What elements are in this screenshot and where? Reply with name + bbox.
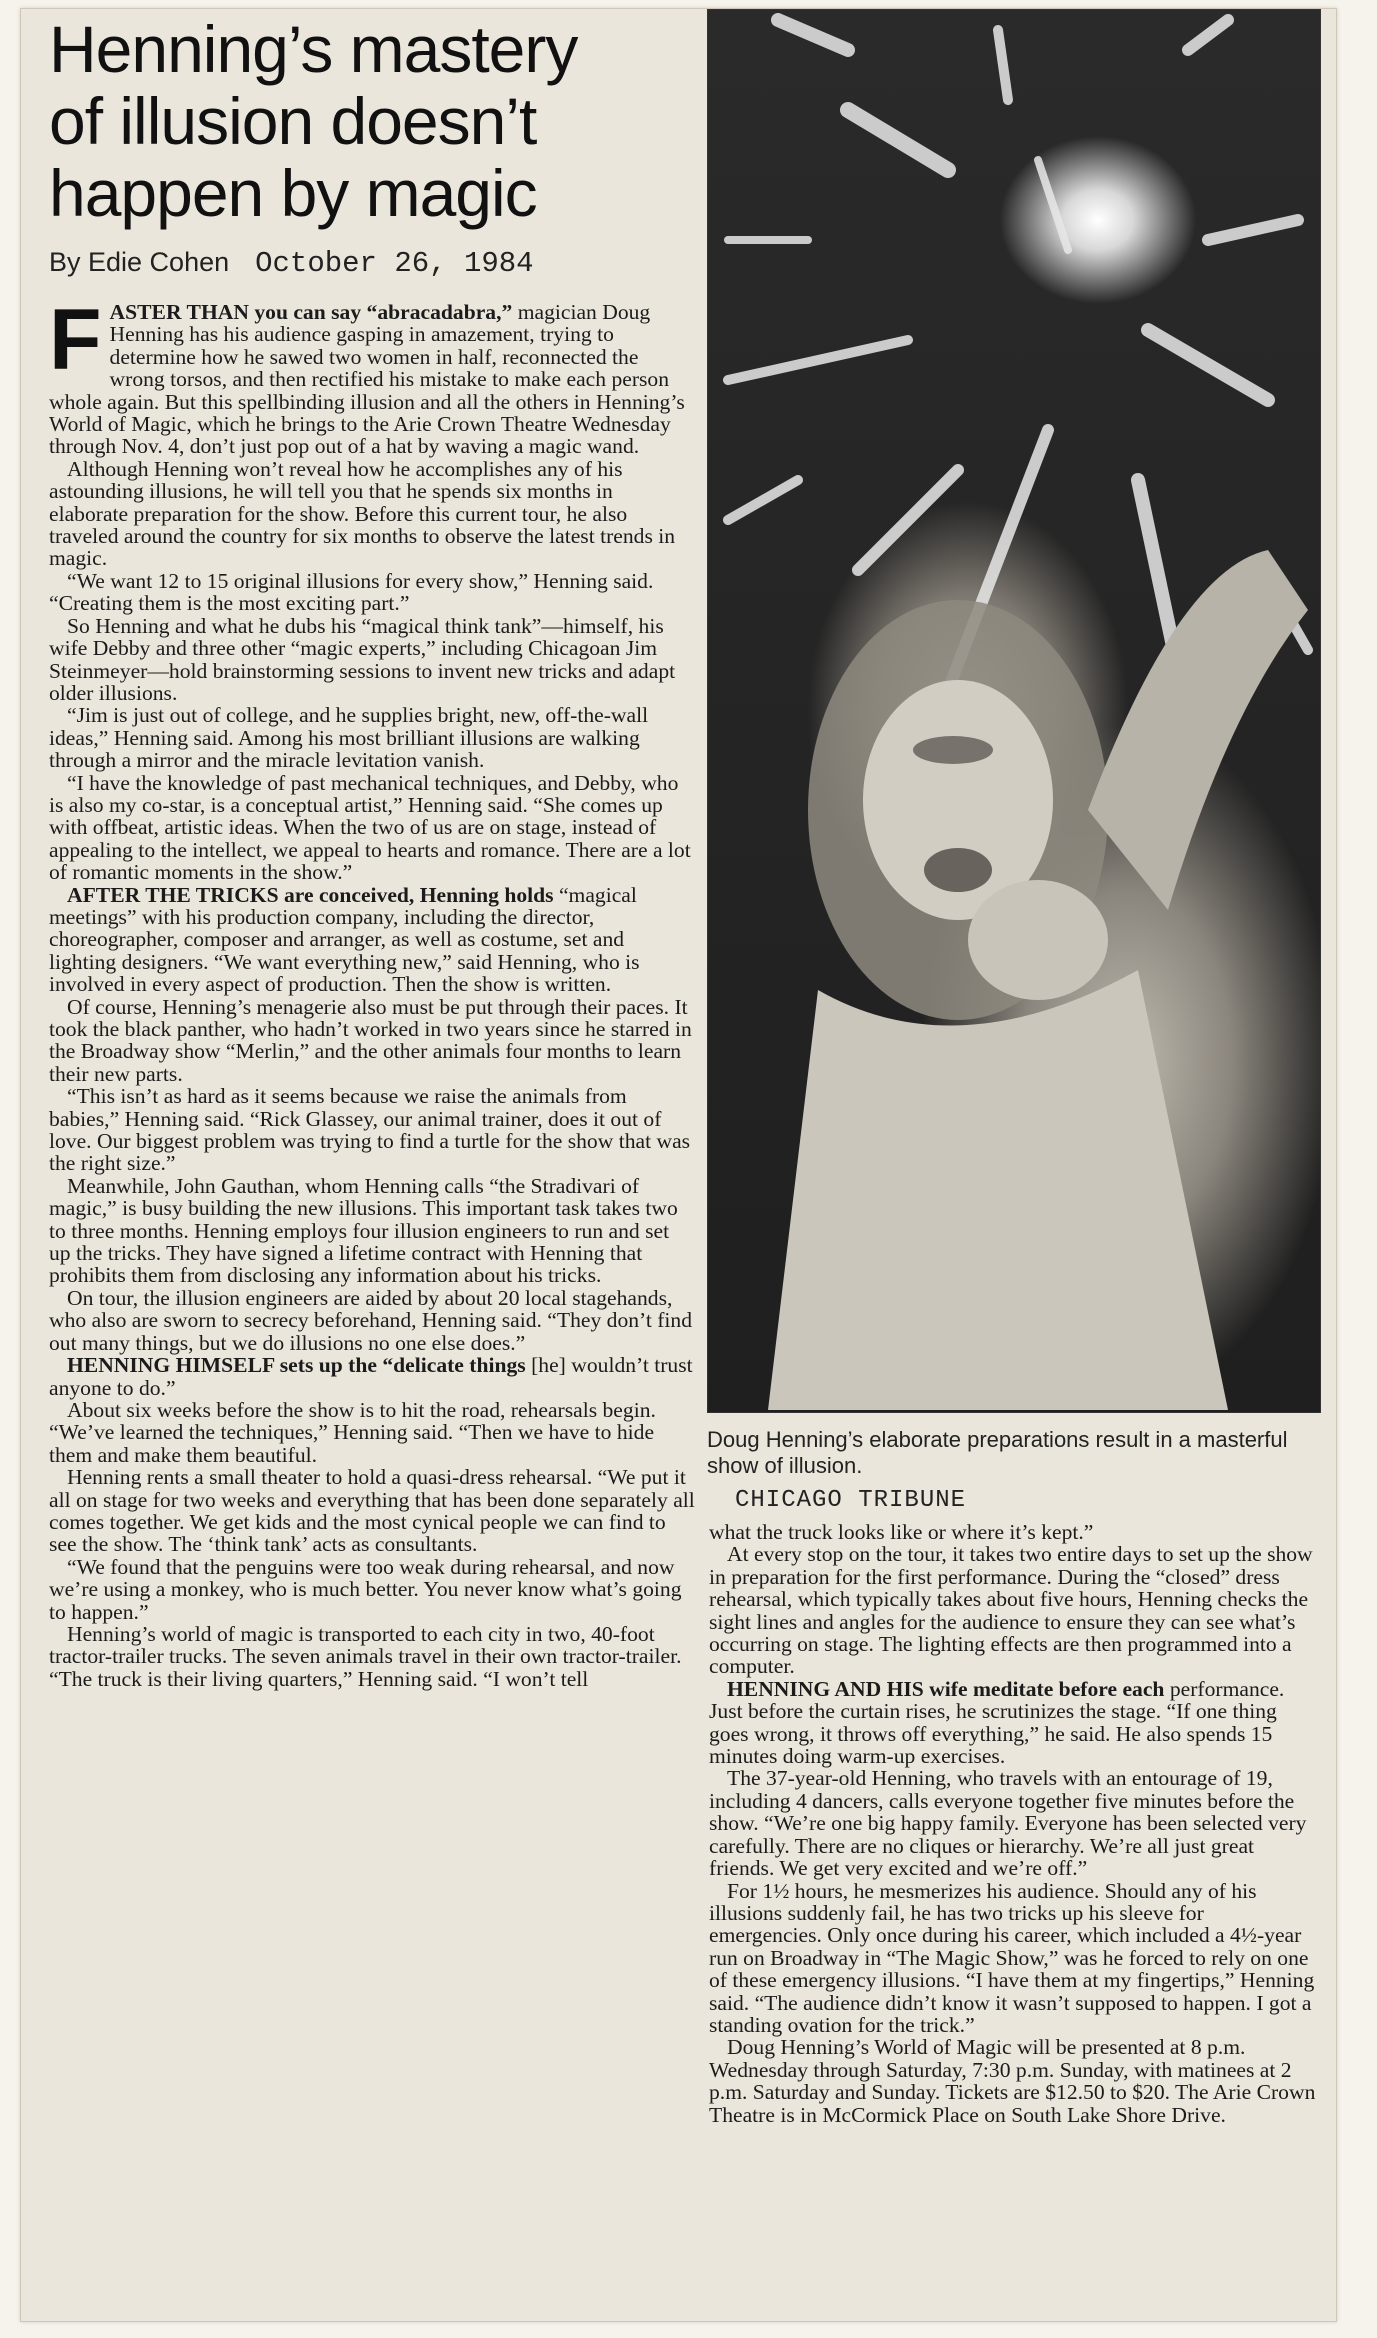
paragraph-text: Henning rents a small theater to hold a quasi-dress rehearsal. “We put it all on stage for two weeks and everything that has been done separately all comes together. We get kids and the most cynical people we can find to see the show. The ‘think tank’ acts as consultants. — [49, 1465, 695, 1557]
drop-cap: F — [49, 292, 102, 388]
photo-credit: CHICAGO TRIBUNE — [735, 1487, 967, 1514]
paragraph-text: “We want 12 to 15 original illusions for every show,” Henning said. “Creating them is the most exciting part.” — [49, 568, 654, 616]
lead-text: magician Doug Henning has his audience gasping in amazement, trying to determine how he sawed two women in half, reconnected the wrong torsos, and then rectified his mistake to make each person whole again. But this spellbinding illusion and all the others in Henning’s World of Magic, which he brings to the Arie Crown Theatre Wednesday through Nov. 4, don’t just pop out of a hat by waving a magic wand. — [49, 300, 685, 459]
paragraph-text: For 1½ hours, he mesmerizes his audience. Should any of his illusions suddenly fail, he has two tricks up his sleeve for emergencies. Only once during his career, which included a 4½-year run on Broadway in “The Magic Show,” was he forced to rely on one of these emergency illusions. “I have them at my fingertips,” Henning said. “The audience didn’t know it wasn’t supposed to happen. I got a standing ovation for the trick.” — [709, 1878, 1315, 2037]
right-paragraph — [709, 1678, 1317, 1768]
lead-paragraph — [49, 292, 695, 459]
left-paragraph — [49, 996, 695, 1086]
paragraph-text: “We found that the penguins were too weak during rehearsal, and now we’re using a monkey, who is much better. You never know what’s going to happen.” — [49, 1554, 682, 1624]
left-column — [49, 9, 695, 2309]
performer-figure — [768, 550, 1308, 1410]
right-column — [707, 9, 1323, 2309]
subhead-lead: AFTER THE TRICKS are conceived, Henning holds — [67, 882, 554, 907]
paragraph-text: [he] wouldn’t trust anyone to do.” — [49, 1353, 693, 1400]
paragraph-text: “I have the knowledge of past mechanical techniques, and Debby, who is also my co-star, is a conceptual artist,” Henning said. “She comes up with offbeat, artistic ideas. When the two of us are on stage, instead of appealing to the intellect, we appeal to hearts and romance. There are a lot of romantic moments in the show.” — [49, 770, 691, 885]
paragraph-text: At every stop on the tour, it takes two entire days to set up the show in preparation for the first performance. During the “closed” dress rehearsal, which typically takes about five hours, Henning checks the sight lines and angles for the audience to ensure they can see what’s occurring on stage. The lighting effects are then programmed into a computer. — [709, 1542, 1313, 1679]
paragraph-text: On tour, the illusion engineers are aided by about 20 local stagehands, who also are sworn to secrecy beforehand, Henning said. “They don’t find out many things, but we do illusions no one else does.” — [49, 1285, 693, 1355]
paragraph-text: Henning’s world of magic is transported to each city in two, 40-foot tractor-trailer trucks. The seven animals travel in their own tractor-trailer. “The truck is their living quarters,” Henning said. “I won’t tell — [49, 1621, 682, 1691]
newspaper-clipping — [20, 8, 1337, 2322]
left-paragraph — [49, 1466, 695, 1556]
left-paragraph — [49, 1085, 695, 1175]
headline-line-2: of illusion doesn’t — [49, 84, 537, 158]
light-streaks-graphic — [708, 10, 1320, 1412]
left-paragraph — [49, 1354, 695, 1399]
left-paragraph — [49, 458, 695, 570]
headline-line-1: Henning’s mastery — [49, 12, 578, 86]
paragraph-text: “Jim is just out of college, and he supplies bright, new, off-the-wall ideas,” Henning said. Among his most brilliant illusions are walking through a mirror and the miracle levitation vanish. — [49, 703, 649, 773]
right-paragraph — [709, 1880, 1317, 2037]
photo-caption: Doug Henning’s elaborate preparations result in a masterful show of illusion. — [707, 1427, 1288, 1478]
left-paragraph — [49, 1623, 695, 1690]
article-body-right — [709, 1521, 1317, 2126]
left-paragraph — [49, 1175, 695, 1287]
paragraph-text: performance. Just before the curtain rises, he scrutinizes the stage. “If one thing goes wrong, it throws off everything,” he said. He also spends 15 minutes doing warm-up exercises. — [709, 1676, 1285, 1769]
paragraph-text: Doug Henning’s World of Magic will be presented at 8 p.m. Wednesday through Saturday, 7:30 p.m. Sunday, with matinees at 2 p.m. Saturday and Sunday. Tickets are $12.50 to $20. The Arie Crown Theatre is in McCormick Place on South Lake Shore Drive. — [709, 2035, 1316, 2127]
left-paragraph — [49, 1287, 695, 1354]
subhead-lead: HENNING HIMSELF sets up the “delicate things — [67, 1353, 526, 1378]
article-body-left — [49, 292, 695, 1691]
left-paragraph — [49, 570, 695, 615]
left-paragraph — [49, 772, 695, 884]
right-paragraph — [709, 1767, 1317, 1879]
left-paragraph — [49, 1399, 695, 1466]
right-paragraph — [709, 2036, 1317, 2126]
paragraph-text: The 37-year-old Henning, who travels with an entourage of 19, including 4 dancers, calls everyone together five minutes before the show. “We’re one big happy family. Everyone has been selected very carefully. There are no cliques or hierarchy. We’re all just great friends. We get very excited and we’re off.” — [709, 1766, 1307, 1881]
date-stamp: October 26, 1984 — [255, 247, 534, 280]
paragraph-text: what the truck looks like or where it’s kept.” — [709, 1520, 1094, 1544]
paragraph-text: “magical meetings” with his production company, including the director, choreographer, composer and arranger, as well as costume, set and lighting designers. “We want everything new,” said Henning, who is involved in every aspect of production. Then the show is written. — [49, 882, 640, 997]
left-paragraph — [49, 884, 695, 996]
paragraph-text: Of course, Henning’s menagerie also must be put through their paces. It took the black panther, who hadn’t worked in two years since he starred in the Broadway show “Merlin,” and the other animals four months to learn their new parts. — [49, 994, 692, 1086]
paragraph-text: Meanwhile, John Gauthan, whom Henning calls “the Stradivari of magic,” is busy building the new illusions. This important task takes two to three months. Henning employs four illusion engineers to run and set up the tricks. They have signed a lifetime contract with Henning that prohibits them from disclosing any information about his tricks. — [49, 1173, 678, 1288]
paragraph-text: “This isn’t as hard as it seems because we raise the animals from babies,” Henning said. “Rick Glassey, our animal trainer, does it out of love. Our biggest problem was trying to find a turtle for the show that was the right size.” — [49, 1084, 691, 1176]
paragraph-text: Although Henning won’t reveal how he accomplishes any of his astounding illusions, he will tell you that he spends six months in elaborate preparation for the show. Before this current tour, he also traveled around the country for six months to observe the latest trends in magic. — [49, 456, 676, 571]
left-paragraph — [49, 1556, 695, 1623]
right-paragraph — [709, 1543, 1317, 1677]
headline-line-3: happen by magic — [49, 156, 537, 230]
subhead-lead: HENNING AND HIS wife meditate before each — [727, 1676, 1165, 1701]
left-paragraph — [49, 615, 695, 705]
byline-row — [49, 247, 695, 287]
left-paragraph — [49, 704, 695, 771]
photo-doug-henning — [707, 9, 1321, 1413]
paragraph-text: So Henning and what he dubs his “magical think tank”—himself, his wife Debby and three other “magic experts,” including Chicagoan Jim Steinmeyer—hold brainstorming sessions to invent new tricks and adapt older illusions. — [49, 613, 676, 705]
paragraph-text: About six weeks before the show is to hit the road, rehearsals begin. “We’ve learned the techniques,” Henning said. “Then we have to hide them and make them beautiful. — [49, 1397, 656, 1467]
lead-bold: ASTER THAN you can say “abracadabra,” — [109, 300, 513, 324]
byline: By Edie Cohen — [49, 247, 230, 277]
headline — [49, 9, 695, 229]
right-paragraph — [709, 1521, 1317, 1543]
